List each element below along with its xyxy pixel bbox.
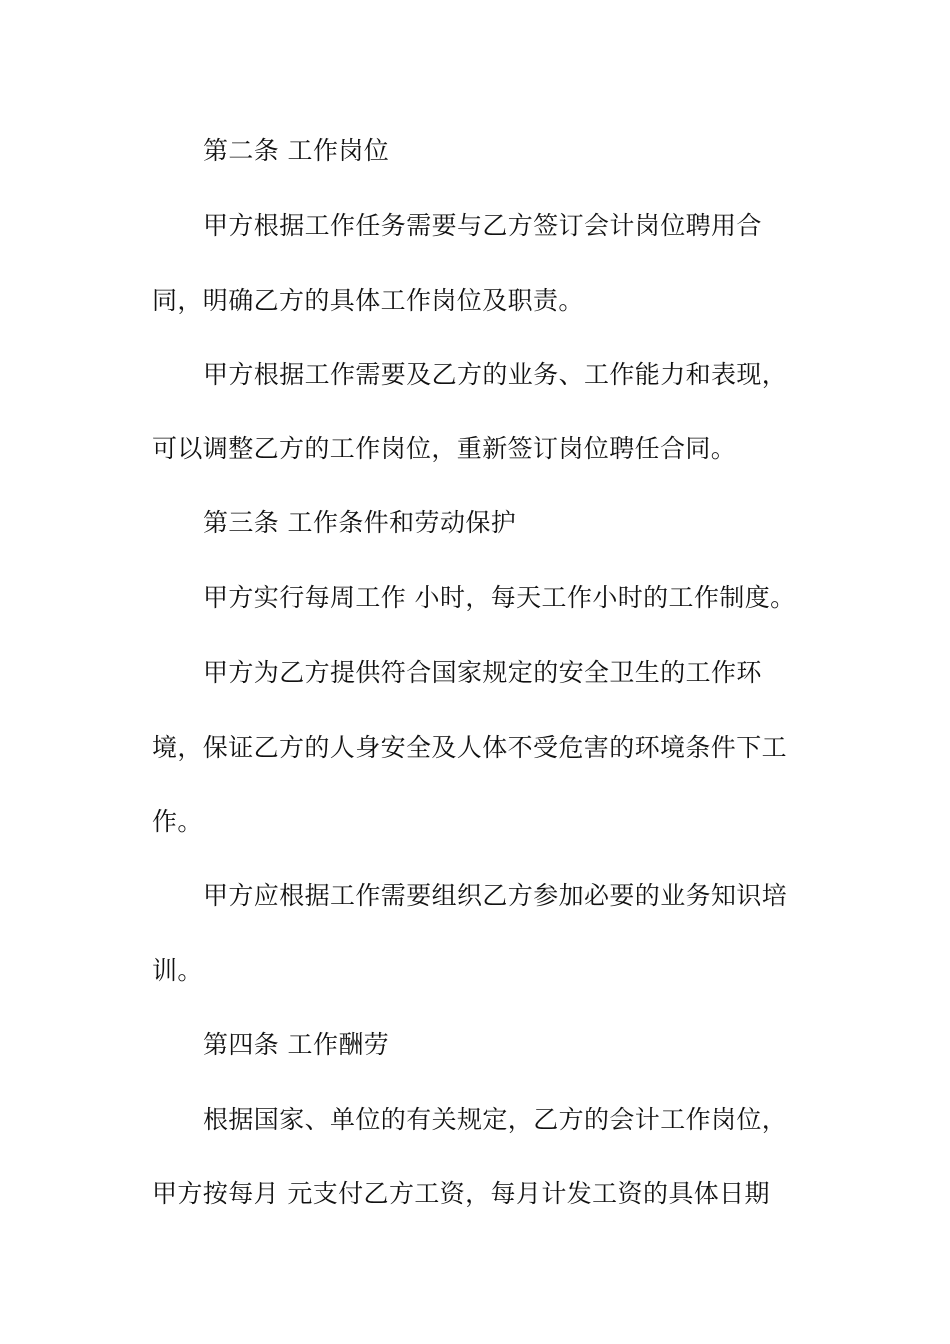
paragraph-line: 甲方实行每周工作 小时，每天工作小时的工作制度。 [203,583,796,612]
paragraph-line: 甲方根据工作任务需要与乙方签订会计岗位聘用合 [203,211,762,240]
paragraph-line: 可以调整乙方的工作岗位，重新签订岗位聘任合同。 [152,434,737,463]
paragraph-line: 境，保证乙方的人身安全及人体不受危害的环境条件下工 [152,733,788,762]
paragraph-line: 甲方按每月 元支付乙方工资，每月计发工资的具体日期 [152,1179,770,1208]
paragraph-line: 根据国家、单位的有关规定，乙方的会计工作岗位， [203,1105,788,1134]
section-heading-article-3: 第三条 工作条件和劳动保护 [203,508,517,537]
paragraph-line: 训。 [152,956,203,985]
paragraph-line: 作。 [152,807,203,836]
paragraph-line: 甲方为乙方提供符合国家规定的安全卫生的工作环 [203,658,762,687]
section-heading-article-2: 第二条 工作岗位 [203,136,390,165]
paragraph-line: 同，明确乙方的具体工作岗位及职责。 [152,286,584,315]
paragraph-line: 甲方应根据工作需要组织乙方参加必要的业务知识培 [203,881,788,910]
section-heading-article-4: 第四条 工作酬劳 [203,1030,390,1059]
paragraph-line: 甲方根据工作需要及乙方的业务、工作能力和表现， [203,360,788,389]
